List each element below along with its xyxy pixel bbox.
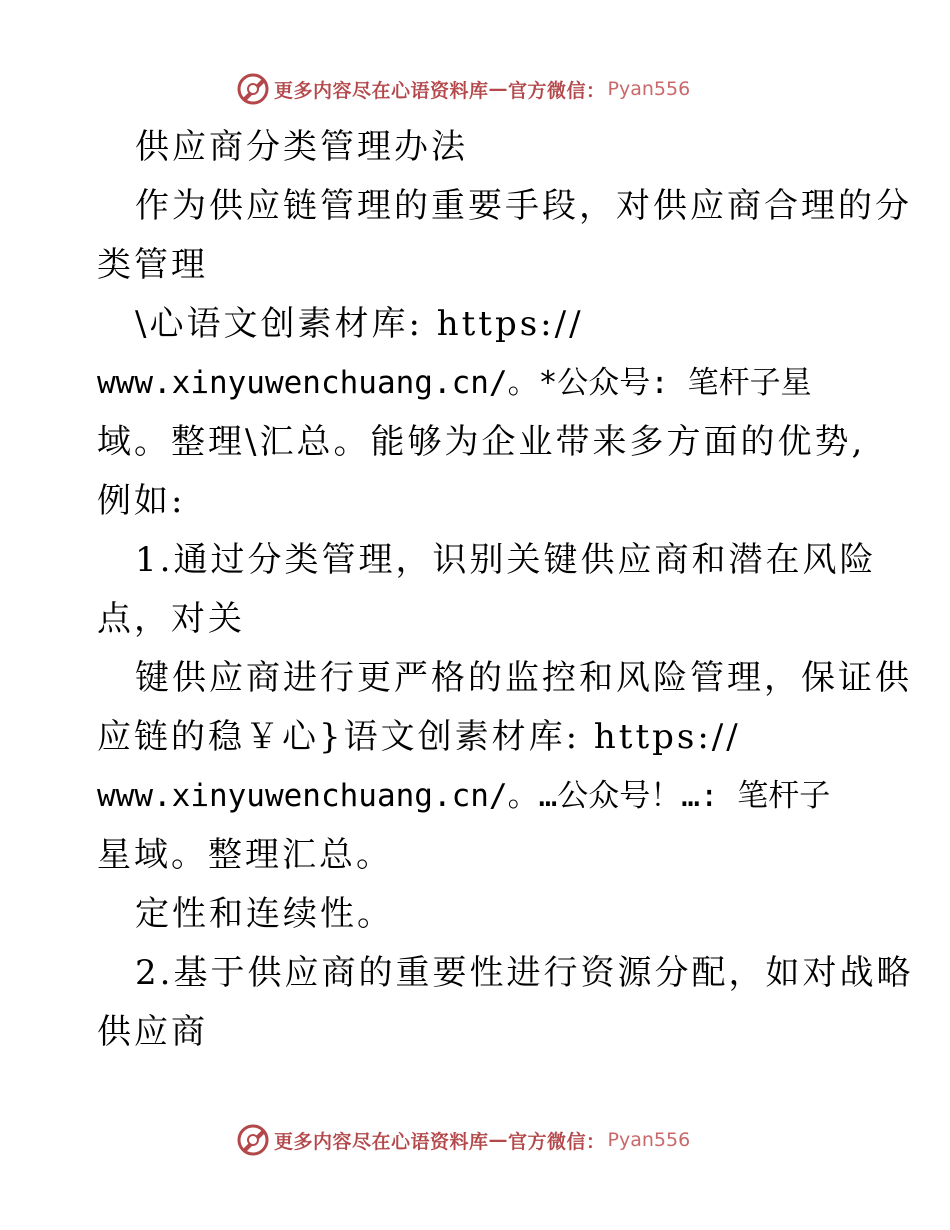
- banner-wechat-label: 官方微信：: [508, 1130, 606, 1153]
- paragraph-line: 作为供应链管理的重要手段，对供应商合理的分: [135, 186, 912, 226]
- banner-wechat-id: Pyan556: [607, 78, 691, 100]
- paragraph-line: 1.通过分类管理，识别关键供应商和潜在风险: [135, 540, 877, 580]
- paragraph-line: 星域。整理汇总。: [97, 835, 393, 875]
- banner-wechat-label: 官方微信：: [508, 79, 606, 102]
- paragraph-line: 定性和连续性。: [135, 894, 394, 934]
- paragraph-line: www.xinyuwenchuang.cn/。…公众号！…: 笔杆子: [97, 778, 831, 814]
- banner-site-text: 更多内容尽在心语资料库: [274, 79, 489, 102]
- paragraph-line: 点，对关: [97, 599, 245, 639]
- pen-logo-icon: [236, 72, 270, 106]
- paragraph-line: www.xinyuwenchuang.cn/。*公众号: 笔杆子星: [97, 365, 812, 401]
- paragraph-line: 供应商: [97, 1012, 208, 1052]
- paragraph-line: 键供应商进行更严格的监控和风险管理，保证供: [135, 658, 912, 698]
- banner-site-text: 更多内容尽在心语资料库: [274, 1130, 489, 1153]
- paragraph-line: 2.基于供应商的重要性进行资源分配，如对战略: [135, 953, 914, 993]
- paragraph-line: 域。整理\汇总。能够为企业带来多方面的优势,: [97, 422, 866, 462]
- document-title: 供应商分类管理办法: [135, 127, 468, 167]
- paragraph-line: \心语文创素材库: https://: [135, 304, 584, 344]
- pen-logo-icon: [236, 1123, 270, 1157]
- banner-dash: —: [488, 1129, 509, 1151]
- paragraph-line: 应链的稳￥心}语文创素材库: https://: [97, 717, 741, 757]
- paragraph-line: 类管理: [97, 245, 208, 285]
- header-banner: [236, 72, 690, 106]
- banner-dash: —: [488, 78, 509, 100]
- paragraph-line: 例如:: [97, 481, 186, 521]
- banner-wechat-id: Pyan556: [607, 1129, 691, 1151]
- footer-banner: [236, 1123, 690, 1157]
